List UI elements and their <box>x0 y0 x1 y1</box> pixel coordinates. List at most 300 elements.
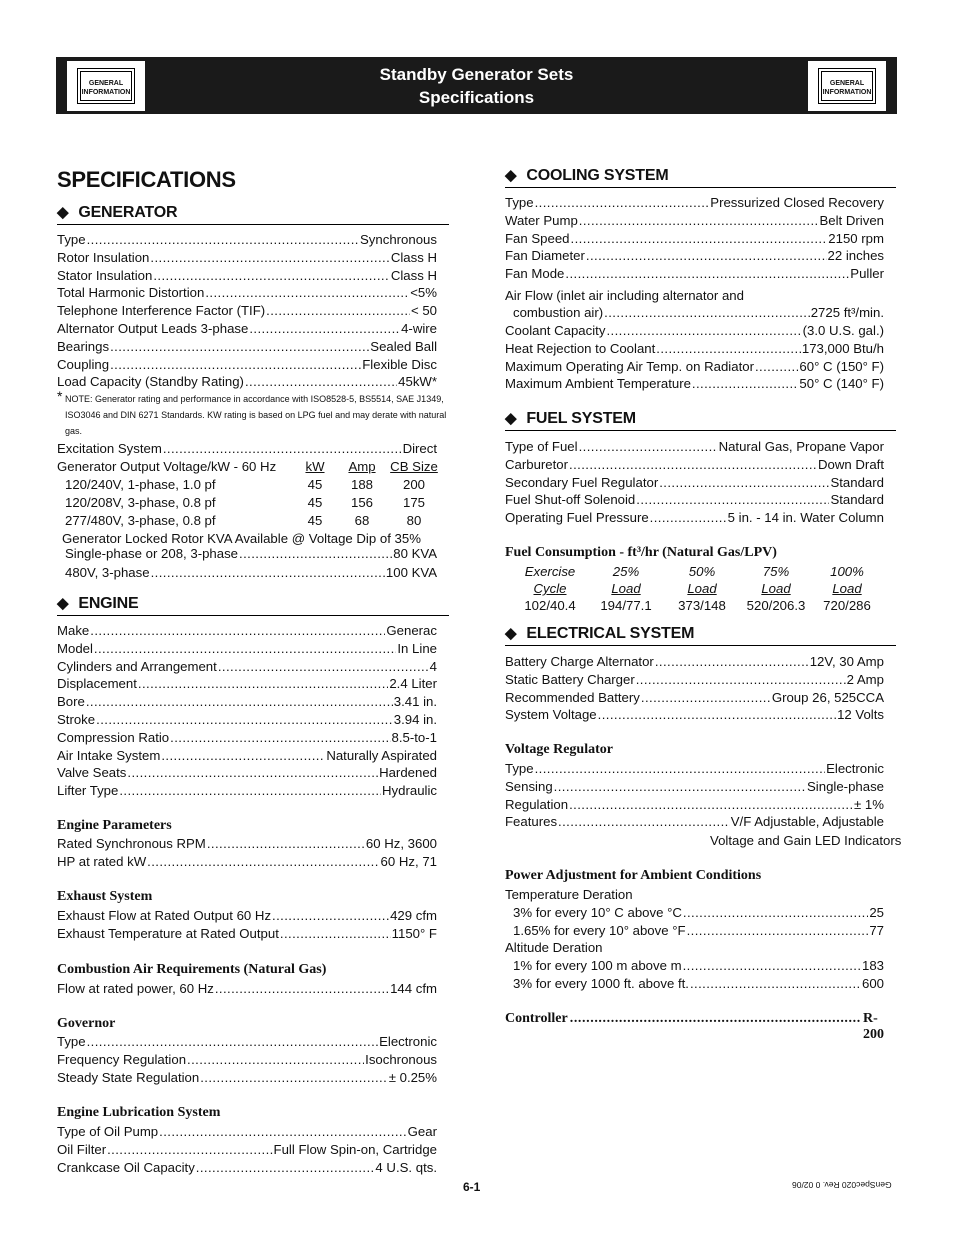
spec-row <box>65 564 437 582</box>
spec-label: Displacement <box>57 676 137 692</box>
spec-row <box>505 194 884 212</box>
spec-row <box>505 247 884 265</box>
dot-leader <box>110 356 361 374</box>
dot-leader <box>127 764 378 782</box>
consumption-value: 373/148 <box>678 598 726 613</box>
dot-leader <box>153 267 390 285</box>
spec-row <box>57 925 437 943</box>
spec-row <box>57 338 437 356</box>
spec-label: Alternator Output Leads 3-phase <box>57 321 249 336</box>
spec-value: 4-wire <box>401 321 437 336</box>
dot-leader <box>683 904 868 922</box>
section-cooling-system: ◆ COOLING SYSTEM <box>505 166 896 188</box>
dot-leader <box>656 340 801 358</box>
spec-row <box>57 980 437 998</box>
spec-row <box>505 230 884 248</box>
spec-value: <5% <box>410 285 437 301</box>
section-generator: ◆ GENERATOR <box>57 203 449 225</box>
spec-value: < 50 <box>410 303 437 319</box>
spec-value: Electronic <box>826 761 884 776</box>
spec-row <box>505 491 884 509</box>
output-label: Generator Output Voltage/kW - 60 Hz <box>57 459 277 474</box>
spec-value: 3.41 in. <box>393 694 437 710</box>
consumption-header: Load <box>611 581 641 596</box>
dot-leader <box>96 711 393 729</box>
diamond-icon: ◆ <box>57 595 69 612</box>
spec-label: Type of Fuel <box>505 439 578 454</box>
spec-row <box>505 438 884 456</box>
dot-leader <box>110 338 369 356</box>
spec-value: 80 KVA <box>393 546 437 561</box>
dot-leader <box>636 491 829 509</box>
spec-row <box>505 796 884 814</box>
spec-row <box>505 375 884 393</box>
section-fuel-system: ◆ FUEL SYSTEM <box>505 409 896 431</box>
spec-value: 144 cfm <box>390 981 437 996</box>
spec-value: 5 in. - 14 in. Water Column <box>727 510 884 526</box>
amp-value: 188 <box>350 477 373 492</box>
spec-label: Flow at rated power, 60 Hz <box>57 981 214 996</box>
dot-leader <box>119 782 381 800</box>
spec-value: 77 <box>869 922 884 938</box>
dot-leader <box>86 693 393 711</box>
spec-label: Rated Synchronous RPM <box>57 836 206 851</box>
spec-label: Features <box>505 814 558 830</box>
dot-leader <box>687 922 869 940</box>
spec-label: Steady State Regulation <box>57 1069 200 1085</box>
spec-label: Model <box>57 640 93 656</box>
consumption-header: Cycle <box>533 581 567 596</box>
spec-row <box>57 249 437 267</box>
spec-row <box>57 373 437 391</box>
spec-row <box>57 622 437 640</box>
spec-label: Stroke <box>57 712 96 727</box>
spec-row <box>505 778 884 796</box>
spec-value: 3.94 in. <box>393 712 437 727</box>
spec-row <box>65 545 437 563</box>
spec-value: 2 Amp <box>846 671 884 687</box>
dot-leader <box>207 835 365 853</box>
cb-size-value: 80 <box>406 512 422 528</box>
dot-leader <box>249 320 400 338</box>
column-header: Amp <box>348 459 376 474</box>
spec-label: Excitation System <box>57 441 162 456</box>
spec-label: Secondary Fuel Regulator <box>505 474 659 490</box>
spec-row <box>57 729 437 747</box>
spec-label: Carburetor <box>505 456 569 472</box>
spec-value: Class H <box>390 249 437 265</box>
header-title: Standby Generator Sets Specifications <box>379 65 574 107</box>
spec-value: 2.4 Liter <box>389 676 437 692</box>
spec-row <box>505 265 884 283</box>
spec-row <box>57 1123 437 1141</box>
page-header <box>56 57 897 114</box>
spec-value: Puller <box>850 266 884 282</box>
spec-value: 60 Hz, 71 <box>380 853 437 869</box>
spec-label: Air Intake System <box>57 747 161 763</box>
spec-label: combustion air) <box>513 305 604 320</box>
section-engine: ◆ ENGINE <box>57 594 449 616</box>
spec-label: Cylinders and Arrangement <box>57 658 217 674</box>
spec-label: Compression Ratio <box>57 729 170 745</box>
dot-leader <box>655 653 809 671</box>
spec-label: Telephone Interference Factor (TIF) <box>57 303 266 319</box>
dot-leader <box>150 249 389 267</box>
column-header: kW <box>305 459 325 474</box>
spec-row <box>505 474 884 492</box>
spec-value: V/F Adjustable, Adjustable <box>730 814 884 830</box>
dot-leader <box>196 1159 375 1177</box>
spec-row <box>505 509 884 527</box>
spec-label: Oil Filter <box>57 1141 107 1157</box>
consumption-value: 194/77.1 <box>600 598 652 613</box>
spec-label: Maximum Ambient Temperature <box>505 376 691 392</box>
spec-label: Frequency Regulation <box>57 1051 187 1067</box>
consumption-header: 100% <box>830 564 864 579</box>
spec-row <box>513 904 884 922</box>
spec-row <box>57 356 437 374</box>
cb-size-value: 175 <box>402 494 425 510</box>
dot-leader <box>586 247 827 265</box>
spec-value: 45kW* <box>398 374 437 390</box>
spec-row <box>505 322 884 340</box>
consumption-header: 75% <box>762 564 790 579</box>
spec-label: Fan Diameter <box>505 248 585 264</box>
spec-label: Type of Oil Pump <box>57 1124 159 1139</box>
spec-row <box>505 706 884 724</box>
spec-value: 22 inches <box>827 248 884 264</box>
spec-label: Make <box>57 623 90 638</box>
dot-leader <box>215 980 389 998</box>
page-number: 6-1 <box>463 1180 481 1194</box>
spec-label: Lifter Type <box>57 783 119 799</box>
spec-label: Type <box>57 1034 86 1049</box>
spec-value: Belt Driven <box>819 212 884 228</box>
subsection-fuel-consumption: Fuel Consumption - ft³/hr (Natural Gas/LPV) <box>505 545 777 560</box>
spec-row <box>505 358 884 376</box>
subsection-exhaust-system: Exhaust System <box>57 889 153 904</box>
kw-value: 45 <box>307 494 323 510</box>
dot-leader <box>579 438 718 456</box>
spec-row <box>505 671 884 689</box>
output-row-label: 120/208V, 3-phase, 0.8 pf <box>65 494 216 510</box>
consumption-header: 25% <box>612 564 640 579</box>
spec-label: Bearings <box>57 338 110 354</box>
revision-code: GenSpec020 Rev. 0 02/06 <box>792 1180 892 1190</box>
spec-value: 183 <box>861 958 884 973</box>
spec-row <box>513 975 884 993</box>
spec-row <box>57 835 437 853</box>
airflow-label: Air Flow (inlet air including alternator and <box>505 288 744 303</box>
consumption-header: Load <box>687 581 717 596</box>
spec-label: Type <box>505 195 534 210</box>
spec-label: Single-phase or 208, 3-phase <box>65 546 239 561</box>
spec-row <box>505 340 884 358</box>
spec-row <box>57 320 437 338</box>
dot-leader <box>187 1051 364 1069</box>
spec-value: 12 Volts <box>837 707 884 723</box>
spec-row <box>505 456 884 474</box>
dot-leader <box>598 706 836 724</box>
dot-leader <box>170 729 390 747</box>
kw-value: 45 <box>307 512 323 528</box>
spec-label: Type <box>505 761 534 776</box>
general-information-logo-right: GENERAL INFORMATION <box>808 61 886 111</box>
spec-value: Electronic <box>379 1034 437 1049</box>
spec-row <box>57 675 437 693</box>
spec-row <box>57 907 437 925</box>
spec-row <box>57 267 437 285</box>
spec-label: Valve Seats <box>57 765 127 781</box>
altitude-deration-label: Altitude Deration <box>505 940 603 955</box>
spec-row <box>57 1159 437 1177</box>
page-title: SPECIFICATIONS <box>57 167 236 192</box>
dot-leader <box>692 375 799 393</box>
dot-leader <box>147 853 379 871</box>
spec-value: 173,000 Btu/h <box>801 340 884 356</box>
spec-label: Maximum Operating Air Temp. on Radiator <box>505 358 754 374</box>
spec-row <box>513 957 884 975</box>
spec-label: Fuel Shut-off Solenoid <box>505 492 636 508</box>
dot-leader <box>690 975 861 993</box>
diamond-icon: ◆ <box>505 410 517 427</box>
dot-leader <box>159 1123 407 1141</box>
spec-label: 1% for every 100 m above m <box>513 958 682 973</box>
spec-value: 25 <box>869 905 884 920</box>
spec-row <box>57 747 437 765</box>
spec-label: HP at rated kW <box>57 853 147 869</box>
spec-value: Pressurized Closed Recovery <box>710 195 884 210</box>
locked-rotor-label: Generator Locked Rotor KVA Available @ Voltage Dip of 35% <box>62 531 421 546</box>
spec-value: 2150 rpm <box>828 230 884 246</box>
spec-value: 60 Hz, 3600 <box>365 836 437 851</box>
spec-value: Standard <box>830 492 884 508</box>
spec-value: 600 <box>861 975 884 991</box>
spec-value: Full Flow Spin-on, Cartridge <box>273 1141 437 1157</box>
dot-leader <box>266 302 410 320</box>
spec-label: Battery Charge Alternator <box>505 654 654 669</box>
dot-leader <box>641 689 771 707</box>
diamond-icon: ◆ <box>505 167 517 184</box>
diamond-icon: ◆ <box>57 204 69 221</box>
spec-row <box>57 440 437 458</box>
consumption-value: 102/40.4 <box>524 598 576 613</box>
dot-leader <box>558 813 730 831</box>
dot-leader <box>569 796 853 814</box>
kw-value: 45 <box>307 477 323 492</box>
dot-leader <box>636 671 846 689</box>
dot-leader <box>90 622 385 640</box>
spec-value: (3.0 U.S. gal.) <box>802 323 884 338</box>
spec-row <box>505 212 884 230</box>
dot-leader <box>535 760 826 778</box>
dot-leader <box>272 907 389 925</box>
spec-label: Regulation <box>505 796 569 812</box>
spec-row <box>57 853 437 871</box>
temperature-deration-label: Temperature Deration <box>505 887 633 902</box>
controller-row: Controller ..... R-200 <box>505 1011 884 1043</box>
spec-value: Single-phase <box>807 778 884 794</box>
spec-value: 429 cfm <box>390 908 437 923</box>
spec-row <box>57 1051 437 1069</box>
dot-leader <box>755 358 798 376</box>
spec-label: Coupling <box>57 356 110 372</box>
spec-label: Sensing <box>505 778 553 794</box>
spec-label: Operating Fuel Pressure <box>505 510 649 526</box>
section-electrical-system: ◆ ELECTRICAL SYSTEM <box>505 624 896 646</box>
spec-value: In Line <box>397 640 437 656</box>
dot-leader <box>200 1069 387 1087</box>
spec-value: Naturally Aspirated <box>326 747 437 763</box>
consumption-value: 720/286 <box>823 598 871 613</box>
spec-label: Coolant Capacity <box>505 323 606 338</box>
spec-label: System Voltage <box>505 707 597 723</box>
subsection-voltage-regulator: Voltage Regulator <box>505 742 613 757</box>
spec-row <box>57 782 437 800</box>
spec-label: Exhaust Flow at Rated Output 60 Hz <box>57 908 272 923</box>
spec-label: Fan Speed <box>505 230 570 246</box>
spec-label: 480V, 3-phase <box>65 564 150 580</box>
spec-value: Hydraulic <box>382 783 437 799</box>
spec-label: Stator Insulation <box>57 267 153 283</box>
column-header: CB Size <box>390 459 438 474</box>
spec-value: 2725 ft³/min. <box>810 305 884 320</box>
spec-label: Total Harmonic Distortion <box>57 285 205 301</box>
spec-row <box>57 1141 437 1159</box>
spec-row <box>57 231 437 249</box>
dot-leader <box>151 564 385 582</box>
subsection-governor: Governor <box>57 1016 116 1031</box>
spec-value: Synchronous <box>360 232 437 247</box>
spec-value: Hardened <box>379 765 437 781</box>
spec-label: Crankcase Oil Capacity <box>57 1159 195 1175</box>
dot-leader <box>245 373 397 391</box>
spec-value: Sealed Ball <box>370 338 437 354</box>
dot-leader <box>683 957 861 975</box>
dot-leader <box>565 265 849 283</box>
spec-value: 8.5-to-1 <box>391 729 437 745</box>
output-row-label: 120/240V, 1-phase, 1.0 pf <box>65 477 216 492</box>
output-row-label: 277/480V, 3-phase, 0.8 pf <box>65 512 216 528</box>
subsection-engine-lubrication: Engine Lubrication System <box>57 1105 221 1120</box>
consumption-header: Load <box>832 581 862 596</box>
dot-leader <box>604 304 810 322</box>
spec-label: Exhaust Temperature at Rated Output <box>57 925 279 941</box>
spec-row <box>505 813 884 831</box>
spec-label: Bore <box>57 694 85 710</box>
spec-label: Type <box>57 232 86 247</box>
spec-label: Water Pump <box>505 212 578 228</box>
dot-leader <box>579 212 819 230</box>
amp-value: 156 <box>350 494 373 510</box>
spec-value: ± 0.25% <box>388 1069 437 1085</box>
cb-size-value: 200 <box>402 477 425 492</box>
spec-value: Standard <box>830 474 884 490</box>
dot-leader <box>87 1033 379 1051</box>
spec-row <box>57 1069 437 1087</box>
spec-row <box>505 689 884 707</box>
dot-leader <box>205 284 409 302</box>
generator-note: * NOTE: Generator rating and performance in accordance with ISO8528-5, BS5514, SAE J1349, ISO3046 and DIN 6271 Standards. KW rating is based on LPG fuel and may derate with natural gas. <box>57 388 447 436</box>
spec-value: Class H <box>390 267 437 283</box>
consumption-value: 520/206.3 <box>746 598 806 613</box>
spec-value: ± 1% <box>854 796 884 812</box>
dot-leader <box>535 194 710 212</box>
spec-label: Recommended Battery <box>505 689 640 705</box>
spec-label: 3% for every 10° C above °C <box>513 905 682 920</box>
spec-row <box>513 922 884 940</box>
spec-value: Generac <box>386 623 437 638</box>
spec-label: 3% for every 1000 ft. above ft. <box>513 975 689 991</box>
spec-value: 4 <box>429 658 437 674</box>
spec-value: Direct <box>402 441 437 456</box>
spec-row <box>57 284 437 302</box>
spec-row <box>57 711 437 729</box>
dot-leader <box>87 231 359 249</box>
subsection-engine-parameters: Engine Parameters <box>57 818 172 833</box>
subsection-power-adjustment: Power Adjustment for Ambient Conditions <box>505 868 762 883</box>
dot-leader <box>280 925 391 943</box>
dot-leader <box>218 658 429 676</box>
spec-label: 1.65% for every 10° above °F <box>513 922 686 938</box>
spec-label: Load Capacity (Standby Rating) <box>57 374 244 390</box>
spec-row <box>57 693 437 711</box>
dot-leader <box>554 778 806 796</box>
spec-label: Static Battery Charger <box>505 671 635 687</box>
spec-row <box>57 658 437 676</box>
dot-leader <box>107 1141 272 1159</box>
dot-leader <box>161 747 325 765</box>
dot-leader <box>606 322 801 340</box>
spec-value: Natural Gas, Propane Vapor <box>718 439 884 454</box>
spec-row <box>57 302 437 320</box>
consumption-header: Exercise <box>524 564 576 579</box>
spec-row <box>505 304 884 322</box>
spec-value: 100 KVA <box>385 564 437 580</box>
dot-leader <box>163 440 402 458</box>
spec-label: Rotor Insulation <box>57 249 150 265</box>
spec-value: 4 U.S. qts. <box>375 1159 437 1175</box>
spec-value: 12V, 30 Amp <box>809 654 884 669</box>
spec-label: Fan Mode <box>505 266 565 282</box>
dot-leader <box>659 474 829 492</box>
spec-value: 1150° F <box>391 925 437 941</box>
dot-leader <box>650 509 727 527</box>
subsection-combustion-air: Combustion Air Requirements (Natural Gas) <box>57 962 327 977</box>
spec-row <box>505 653 884 671</box>
consumption-header: 50% <box>688 564 716 579</box>
dot-leader <box>239 545 392 563</box>
dot-leader <box>138 675 388 693</box>
spec-value: Group 26, 525CCA <box>771 689 884 705</box>
amp-value: 68 <box>354 512 370 528</box>
spec-value: 50° C (140° F) <box>799 376 884 392</box>
diamond-icon: ◆ <box>505 625 517 642</box>
spec-value: Down Draft <box>818 456 884 472</box>
spec-row <box>57 640 437 658</box>
consumption-header: Load <box>761 581 791 596</box>
dot-leader <box>571 230 828 248</box>
spec-row <box>505 760 884 778</box>
features-continuation: Voltage and Gain LED Indicators <box>710 833 902 848</box>
spec-value: Flexible Disc <box>362 356 437 372</box>
spec-value: Gear <box>407 1124 437 1139</box>
dot-leader <box>94 640 396 658</box>
spec-value: Isochronous <box>365 1051 437 1067</box>
spec-label: Heat Rejection to Coolant <box>505 340 656 356</box>
spec-row <box>57 764 437 782</box>
dot-leader <box>569 456 817 474</box>
